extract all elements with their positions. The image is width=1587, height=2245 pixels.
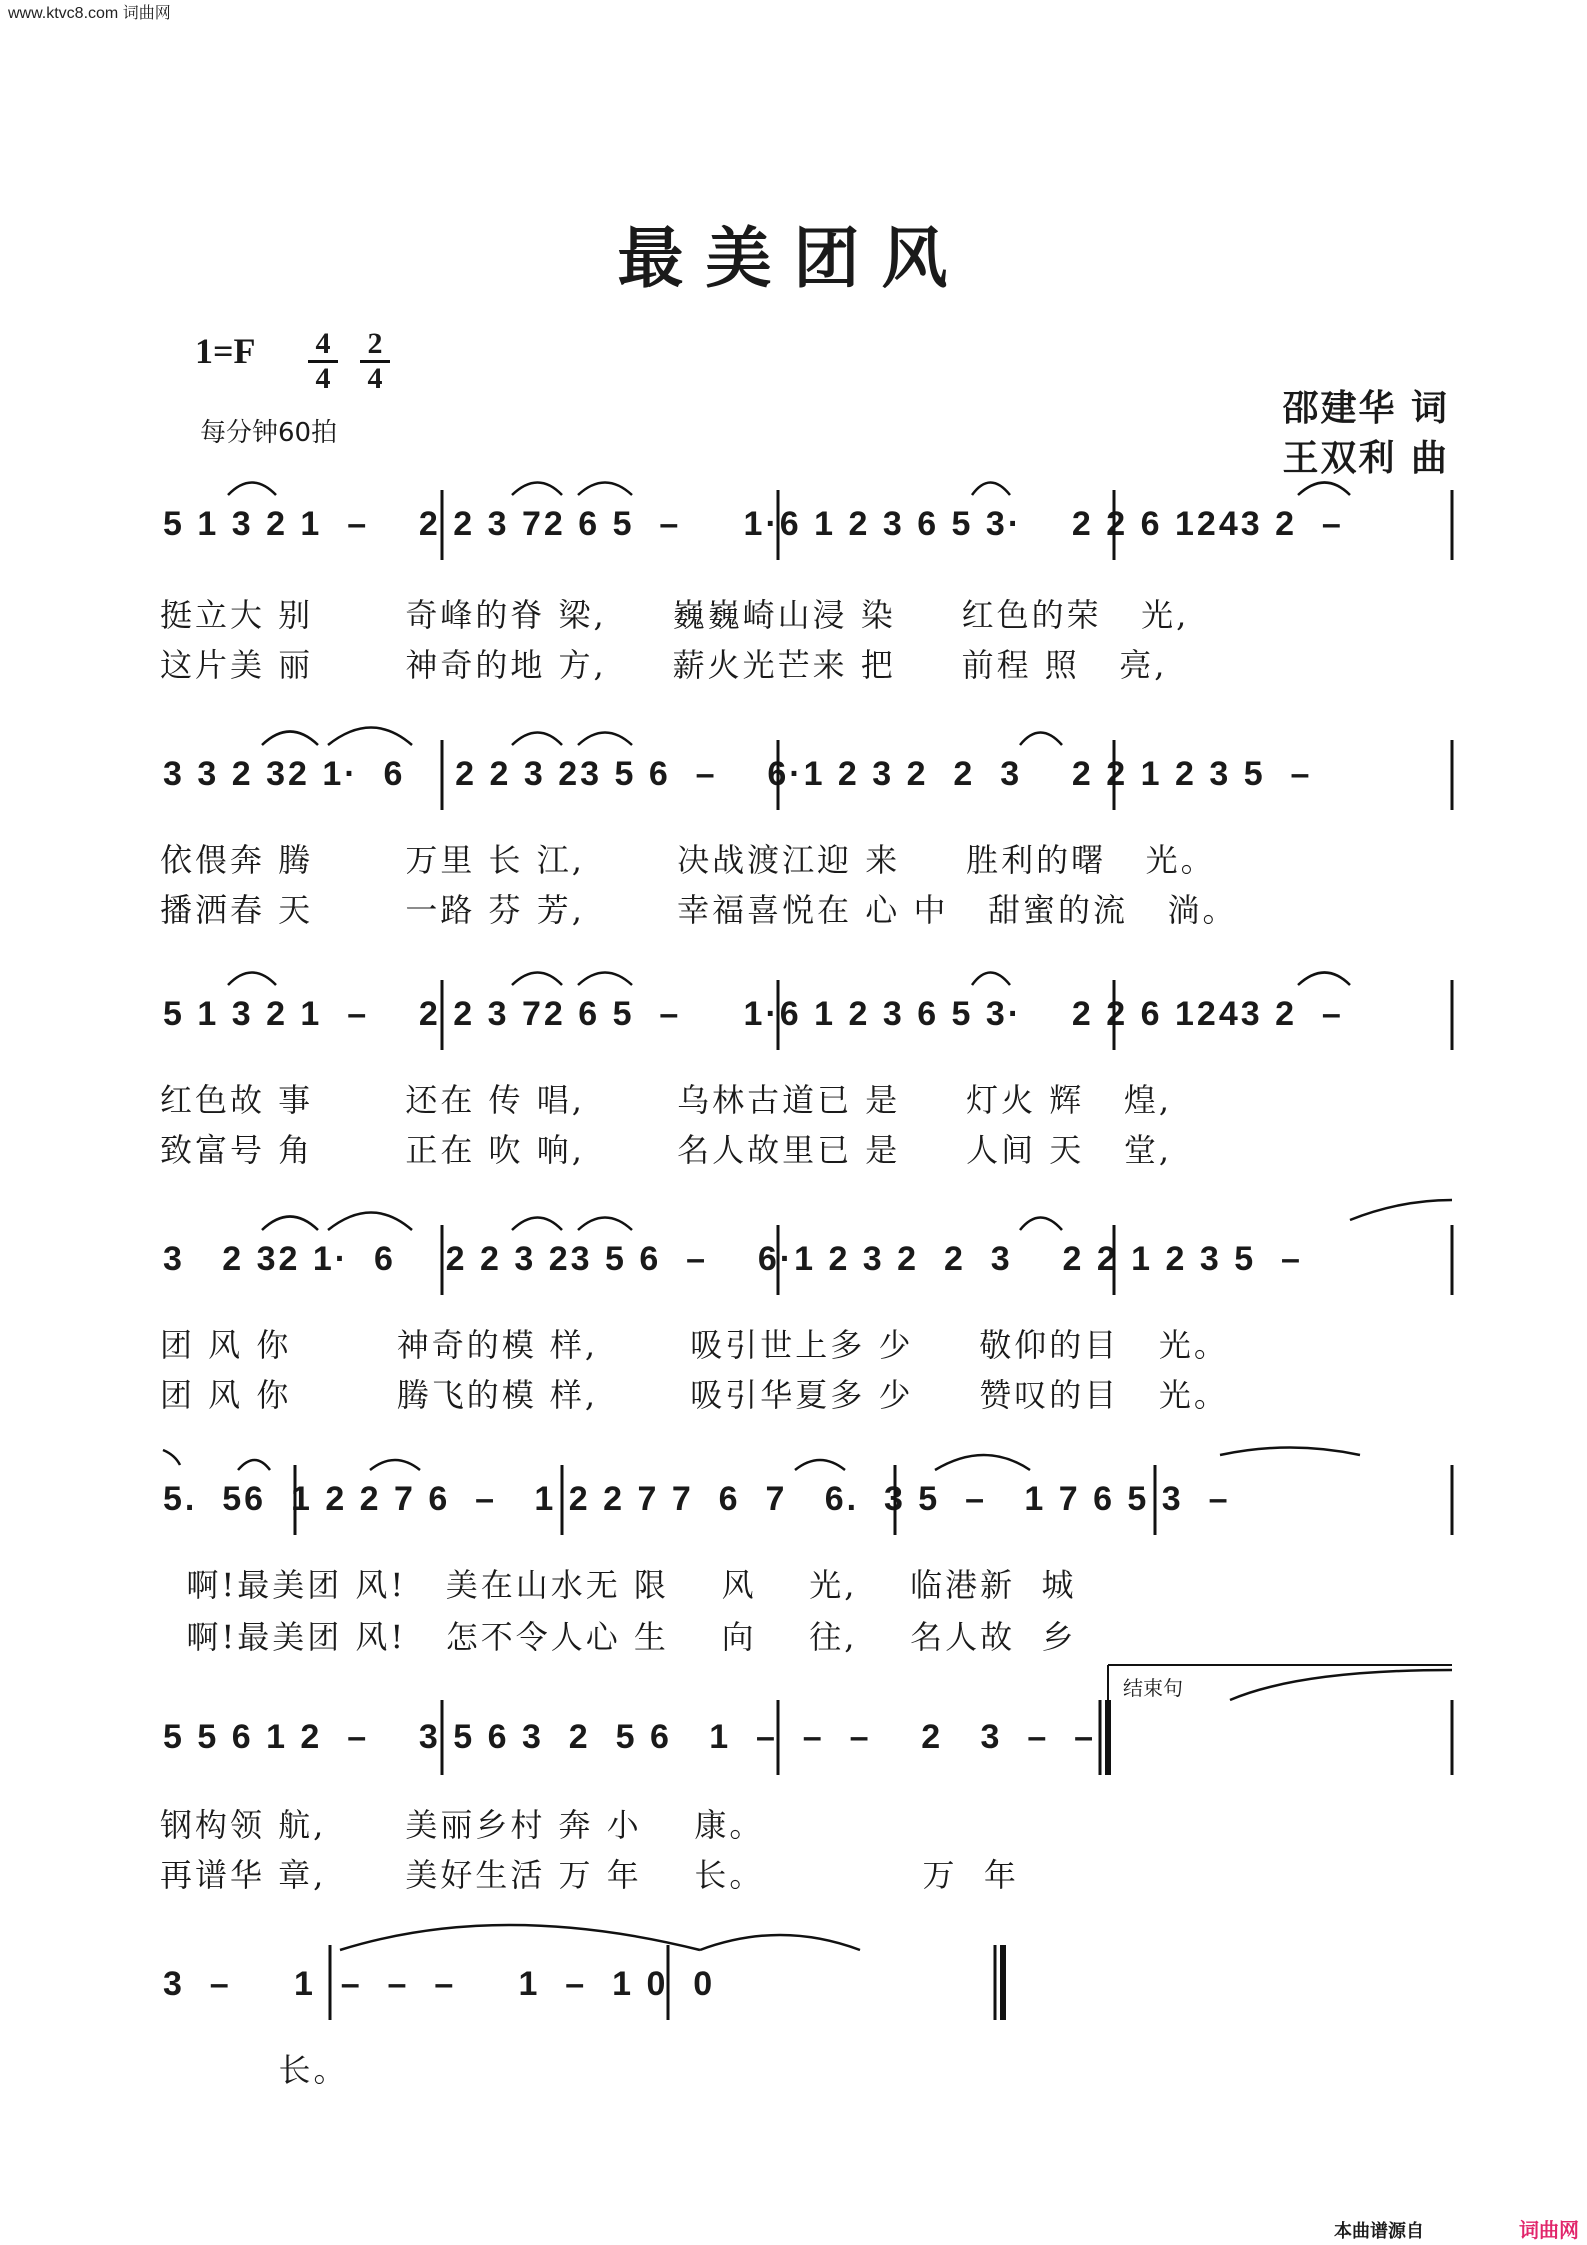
lyrics-verse-1: 长。	[160, 2051, 349, 2089]
song-title: 最美团风	[617, 219, 970, 297]
key-signature: 1=F	[195, 331, 256, 371]
tempo-marking: 每分钟60拍	[200, 418, 338, 448]
lyrics-verse-1: 钢构领 航, 美丽乡村 奔 小 康。	[160, 1806, 765, 1844]
lyrics-verse-1: 团 风 你 神奇的模 样, 吸引世上多 少 敬仰的目 光。	[160, 1326, 1229, 1364]
lyrics-verse-1: 挺立大 别 奇峰的脊 梁, 巍巍崎山浸 染 红色的荣 光,	[160, 596, 1190, 634]
notation-line: 5 5 6 1 2 – 3 5 6 3 2 5 6 1 – – – 2 3 – –	[163, 1718, 1097, 1756]
lyrics-verse-2: 这片美 丽 神奇的地 方, 薪火光芒来 把 前程 照 亮,	[160, 646, 1168, 684]
brand-logo-text: 词曲网	[1519, 2218, 1579, 2242]
notation-line: 5. 56 1 2 2 7 6 – 1 2 2 7 7 6 7 6. 3 5 – 1 7 6 5 3 –	[163, 1480, 1231, 1518]
composer-credit: 王双利 曲	[1282, 438, 1449, 479]
lyrics-verse-2: 播洒春 天 一路 芬 芳, 幸福喜悦在 心 中 甜蜜的流 淌。	[160, 891, 1238, 929]
lyrics-verse-2: 啊!最美团 风! 怎不令人心 生 向 往, 名人故 乡	[160, 1618, 1077, 1656]
time-sig-numerator: 2	[360, 328, 390, 363]
source-note: 本曲谱源自	[1334, 2221, 1424, 2242]
notation-line: 5 1 3 2 1 – 2 2 3 72 6 5 – 1·6 1 2 3 6 5 3· 2 2 6 1243 2 –	[163, 505, 1344, 543]
lyrics-verse-1: 啊!最美团 风! 美在山水无 限 风 光, 临港新 城	[160, 1566, 1077, 1604]
lyrics-verse-1: 红色故 事 还在 传 唱, 乌林古道已 是 灯火 辉 煌,	[160, 1081, 1172, 1119]
lyricist-credit: 邵建华 词	[1282, 388, 1449, 429]
notation-line: 3 2 32 1· 6 2 2 3 23 5 6 – 6·1 2 3 2 2 3 2 2 1 2 3 5 –	[163, 1240, 1303, 1278]
site-watermark: www.ktvc8.com 词曲网	[8, 5, 171, 22]
lyrics-verse-2: 再谱华 章, 美好生活 万 年 长。 万 年	[160, 1856, 1019, 1894]
lyrics-verse-2: 致富号 角 正在 吹 响, 名人故里已 是 人间 天 堂,	[160, 1131, 1172, 1169]
notation-line: 3 3 2 32 1· 6 2 2 3 23 5 6 – 6·1 2 3 2 2 3 2 2 1 2 3 5 –	[163, 755, 1313, 793]
ending-label: 结束句	[1123, 1676, 1183, 1700]
time-sig-denominator: 4	[367, 362, 383, 395]
notation-line: 5 1 3 2 1 – 2 2 3 72 6 5 – 1·6 1 2 3 6 5 3· 2 2 6 1243 2 –	[163, 995, 1344, 1033]
lyrics-verse-2: 团 风 你 腾飞的模 样, 吸引华夏多 少 赞叹的目 光。	[160, 1376, 1229, 1414]
time-sig-numerator: 4	[308, 328, 338, 363]
notation-line: 3 – 1 – – – 1 – 1 0 0	[163, 1965, 716, 2003]
time-sig-denominator: 4	[315, 362, 331, 395]
lyrics-verse-1: 依偎奔 腾 万里 长 江, 决战渡江迎 来 胜利的曙 光。	[160, 841, 1216, 879]
